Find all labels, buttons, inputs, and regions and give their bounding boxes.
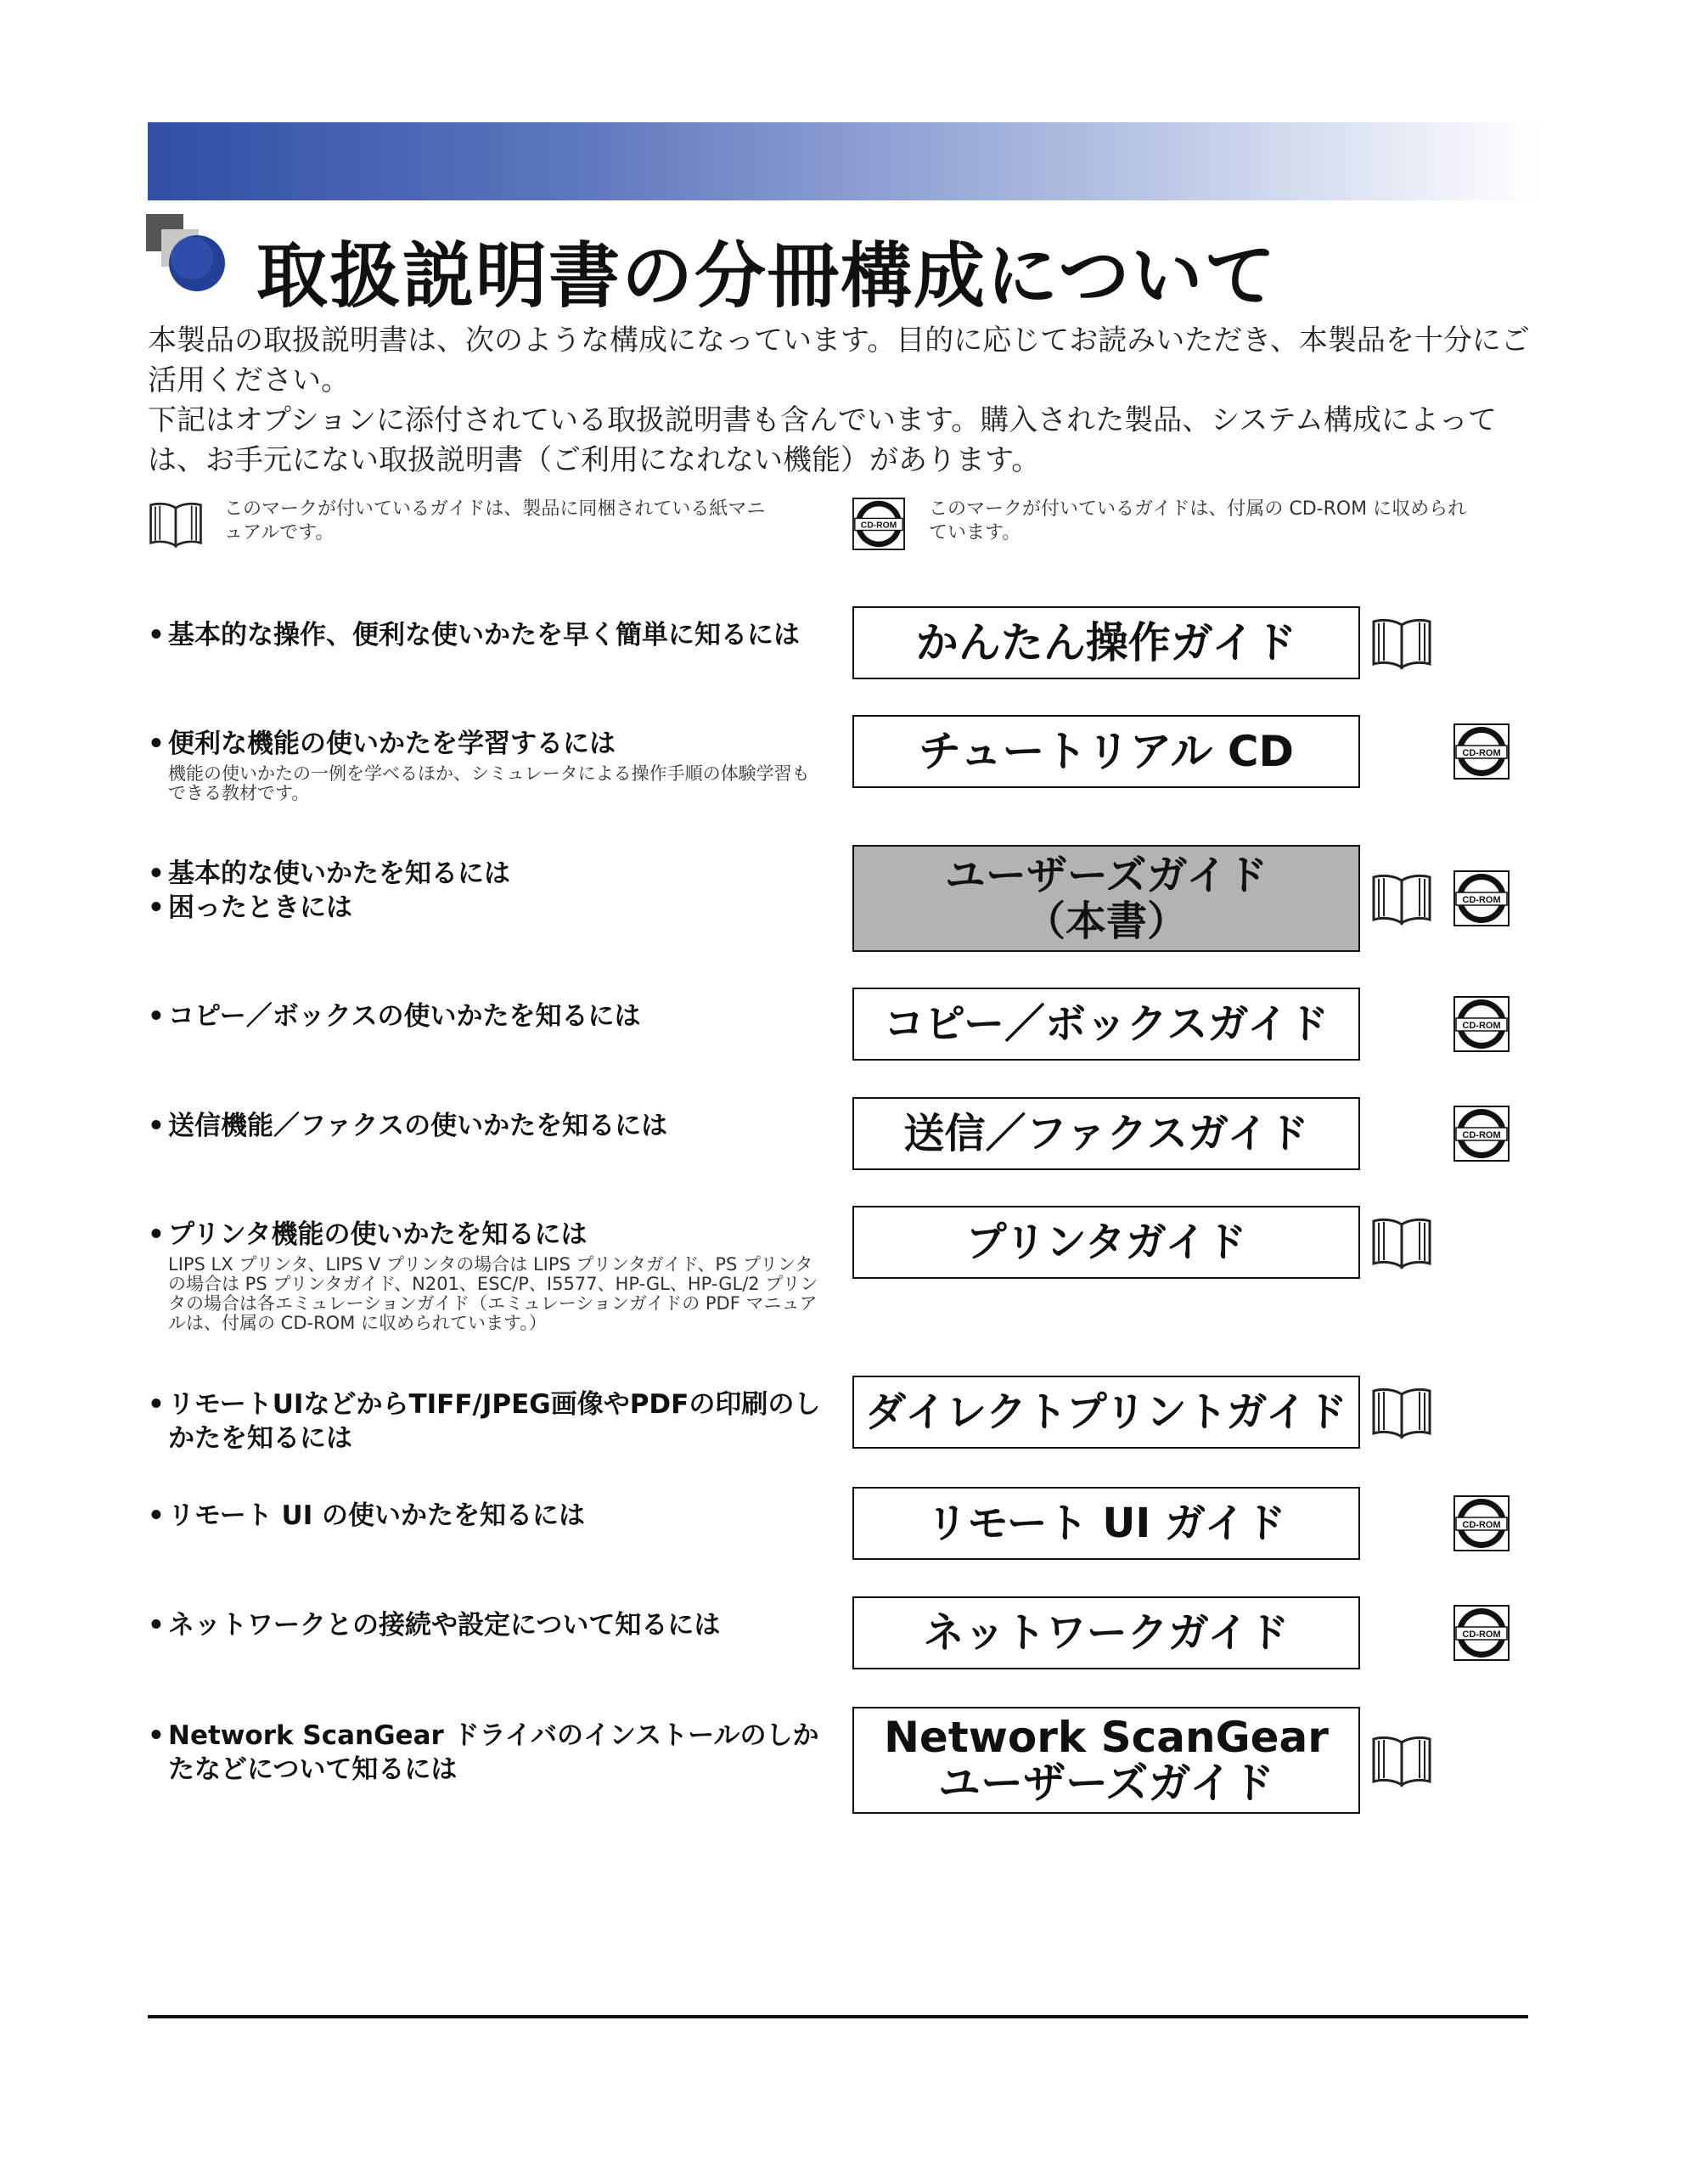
guide-row — [0, 988, 1698, 1061]
guide-title: 送信／ファクスガイド — [903, 1110, 1309, 1157]
cd-rom-label: CD-ROM — [1462, 895, 1501, 905]
legend-paper-text: このマークが付いているガイドは、製品に同梱されている紙マニュアルです。 — [224, 498, 766, 543]
guide-title: かんたん操作ガイド — [915, 618, 1297, 667]
row-description — [148, 618, 827, 652]
guide-row — [0, 1206, 1698, 1333]
row-description — [148, 1499, 827, 1533]
purpose-note: LIPS LX プリンタ、LIPS V プリンタの場合は LIPS プリンタガイド、PS プリンタの場合は PS プリンタガイド、N201、ESC/P、I5577、HP-GL、HP-GL/2 プリンタの場合は各エミュレーションガイド（エミュレーションガイドの PDF マニュアルは、付属の CD-ROM に収められています。） — [168, 1254, 818, 1333]
intro-text — [148, 321, 1540, 481]
cd-rom-icon — [1453, 1106, 1510, 1162]
book-icon — [1370, 1384, 1433, 1440]
cd-rom-icon — [852, 498, 908, 550]
purpose-note: 機能の使いかたの一例を学べるほか、シミュレータによる操作手順の体験学習もできる教材です。 — [168, 763, 810, 803]
guide-title-box — [852, 1376, 1360, 1449]
purpose-bullet: • プリンタ機能の使いかたを知るには — [148, 1218, 827, 1252]
guide-title-box — [852, 988, 1360, 1061]
footer-rule — [148, 2015, 1528, 2018]
row-description — [148, 1719, 827, 1787]
guide-title-box — [852, 606, 1360, 679]
guide-title: Network ScanGear — [884, 1713, 1329, 1762]
purpose-bullet: • Network ScanGear ドライバのインストールのしかたなどについて知るには — [148, 1719, 827, 1787]
guide-title-box — [852, 845, 1360, 952]
purpose-bullet: • 送信機能／ファクスの使いかたを知るには — [148, 1109, 827, 1143]
guide-row — [0, 1376, 1698, 1454]
guide-row — [0, 1596, 1698, 1669]
guide-title-box — [852, 1206, 1360, 1279]
guide-title-box — [852, 1707, 1360, 1814]
guide-title: チュートリアル CD — [918, 727, 1295, 776]
book-icon — [1370, 1214, 1433, 1270]
guide-title: ユーザーズガイド — [944, 852, 1268, 899]
row-description — [148, 1388, 827, 1455]
row-description — [148, 999, 827, 1033]
purpose-bullet: • リモート UI の使いかたを知るには — [148, 1499, 827, 1533]
row-description — [148, 727, 827, 803]
purpose-bullet: • 基本的な使いかたを知るには — [148, 857, 827, 891]
cd-rom-label: CD-ROM — [1462, 1130, 1501, 1140]
cd-rom-icon — [1453, 870, 1510, 926]
guide-row — [0, 1707, 1698, 1814]
cd-rom-label: CD-ROM — [1462, 1630, 1501, 1640]
book-icon — [1370, 1732, 1433, 1788]
guide-title: プリンタガイド — [965, 1219, 1247, 1266]
row-description — [148, 1608, 827, 1642]
book-icon — [1370, 615, 1433, 671]
purpose-bullet: • ネットワークとの接続や設定について知るには — [148, 1608, 827, 1642]
guide-title: ダイレクトプリントガイド — [865, 1388, 1347, 1436]
guide-title: （本書） — [1024, 898, 1188, 945]
cd-rom-label: CD-ROM — [1462, 748, 1501, 758]
legend-cdrom — [852, 498, 1472, 550]
row-description — [148, 857, 827, 925]
guide-title-box — [852, 1097, 1360, 1170]
guide-title-box — [852, 715, 1360, 788]
header-gradient-bar — [148, 122, 1540, 200]
cd-rom-label: CD-ROM — [860, 521, 897, 531]
legend-paper — [148, 498, 767, 550]
cd-rom-icon — [1453, 1605, 1510, 1661]
purpose-bullet: • 便利な機能の使いかたを学習するには — [148, 727, 827, 761]
guide-row — [0, 845, 1698, 952]
purpose-bullet: • 困ったときには — [148, 891, 827, 925]
intro-paragraph: 本製品の取扱説明書は、次のような構成になっています。目的に応じてお読みいただき、本製品を十分にご活用ください。 — [148, 324, 1530, 397]
page-title: 取扱説明書の分冊構成について — [256, 234, 1278, 318]
guide-row — [0, 606, 1698, 679]
guide-title: ネットワークガイド — [923, 1609, 1290, 1657]
guide-title: コピー／ボックスガイド — [883, 1000, 1330, 1048]
guide-title: リモート UI ガイド — [926, 1500, 1286, 1547]
cd-rom-icon — [1453, 723, 1510, 780]
purpose-bullet: • コピー／ボックスの使いかたを知るには — [148, 999, 827, 1033]
guide-title: ユーザーズガイド — [938, 1759, 1274, 1808]
guide-row — [0, 715, 1698, 803]
row-description — [148, 1109, 827, 1143]
cd-rom-label: CD-ROM — [1462, 1520, 1501, 1530]
cd-rom-icon — [1453, 1495, 1510, 1551]
cd-rom-label: CD-ROM — [1462, 1021, 1501, 1031]
purpose-bullet: • 基本的な操作、便利な使いかたを早く簡単に知るには — [148, 618, 827, 652]
legend-cdrom-text: このマークが付いているガイドは、付属の CD-ROM に収められています。 — [929, 498, 1467, 543]
section-mark-icon — [146, 214, 231, 299]
guide-title-box — [852, 1487, 1360, 1560]
book-icon — [1370, 870, 1433, 926]
row-description — [148, 1218, 827, 1333]
cd-rom-icon — [1453, 996, 1510, 1052]
guide-row — [0, 1487, 1698, 1560]
guide-title-box — [852, 1596, 1360, 1669]
guide-row — [0, 1097, 1698, 1170]
book-icon — [148, 498, 204, 550]
purpose-bullet: • リモートUIなどからTIFF/JPEG画像やPDFの印刷のしかたを知るには — [148, 1388, 827, 1455]
intro-paragraph: 下記はオプションに添付されている取扱説明書も含んでいます。購入された製品、システム構成によっては、お手元にない取扱説明書（ご利用になれない機能）があります。 — [148, 403, 1497, 477]
